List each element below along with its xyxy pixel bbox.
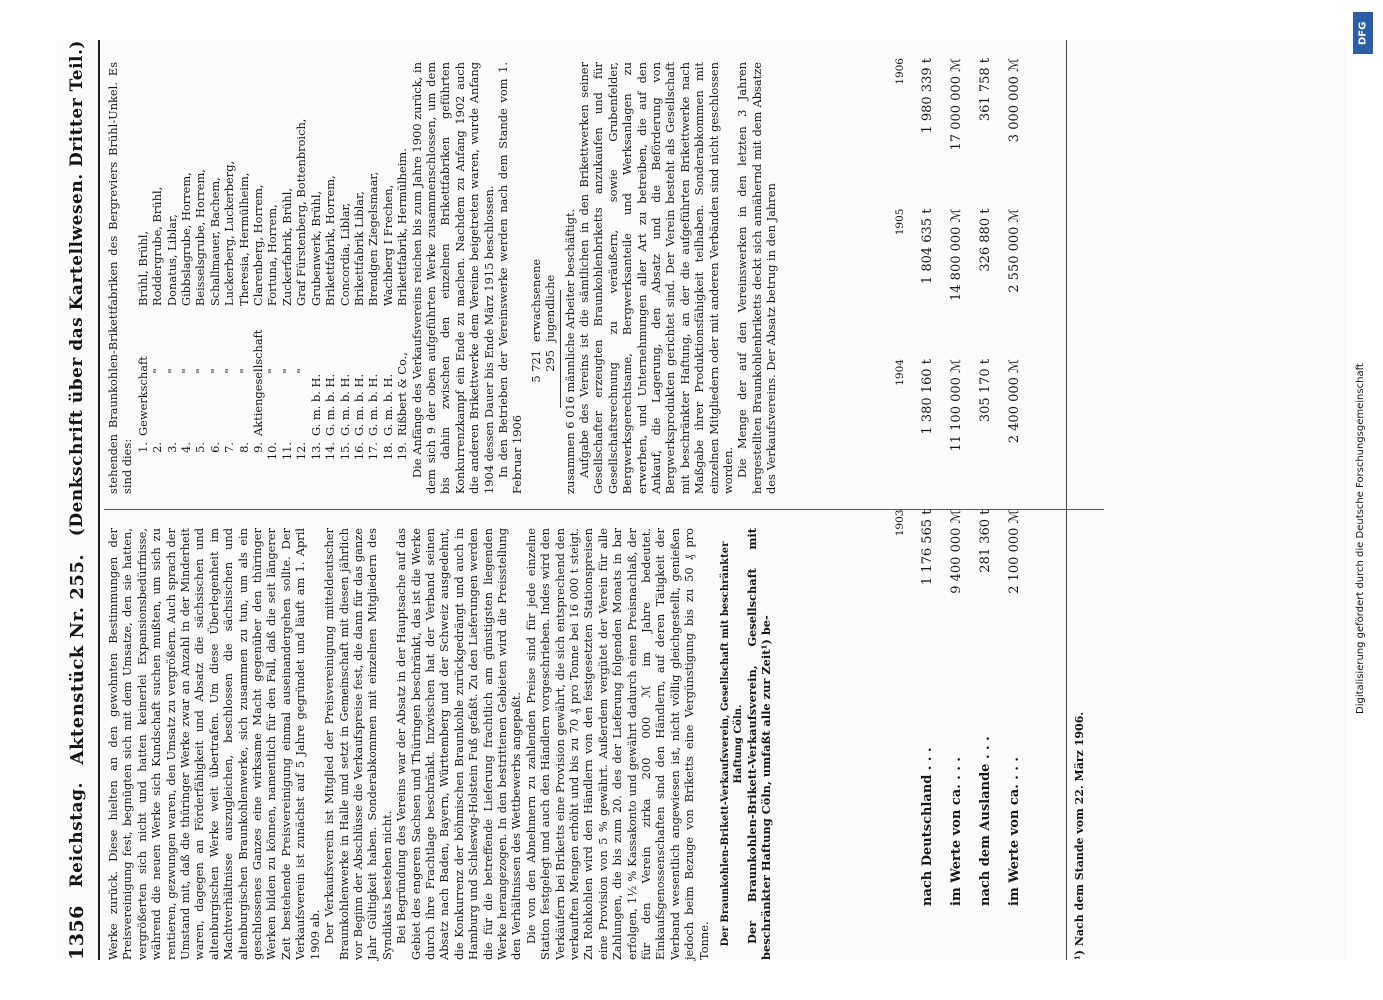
list-item: 12. " Graf Fürstenberg, Bottenbroich, xyxy=(294,118,309,461)
list-item: 7. " Luckerberg, Luckerberg, xyxy=(222,160,237,453)
table-row xyxy=(949,40,978,960)
list-item: 14. G. m. b. H. Brikettfabrik, Horrem, xyxy=(323,175,338,461)
year-header: 1903 xyxy=(894,509,906,537)
table-cell: 1 804 635 t xyxy=(920,208,935,285)
paragraph: stehenden Braunkohlen-Brikettfabriken des Bergreviers Brühl-Unkel. Es sind dies: xyxy=(106,62,135,494)
table-cell: 326 880 t xyxy=(978,208,993,272)
sum-rule xyxy=(560,290,561,408)
row-label: im Werte von ca. . . . xyxy=(949,757,964,906)
section-heading: Der Braunkohlen-Brikett-Verkaufsverein, Gesellschaft mit beschränkter Haftung Cöln. xyxy=(720,541,744,947)
table-cell: 2 550 000 ℳ xyxy=(1007,208,1022,293)
table-cell: 17 000 000 ℳ xyxy=(949,58,964,151)
table-row xyxy=(978,40,1007,960)
paragraph: Die Anfänge des Verkaufsvereins reichen bis zum Jahre 1900 zurück, in dem sich 9 der oben aufgeführten Werke zusammenschlossen, um dem bis dahin zwischen den einzelnen Brikettfabriken geführten Konkurrenzkampf ein Ende zu machen. Nachdem zu Anfang 1902 auch die anderen Brikettwerke dem Vereine beigetreten waren, wurde Anfang 1904 dessen Dauer bis Ende März 1915 beschlossen. xyxy=(409,62,496,494)
row-label: nach Deutschland . . . xyxy=(920,747,935,906)
table-cell: 281 360 t xyxy=(978,509,993,573)
list-item: 9. Aktiengesellschaft Clarenberg, Horrem, xyxy=(251,184,266,453)
paragraph: Der Braunkohlen-Brikett-Verkaufsverein, Gesellschaft mit beschränkter Haftung Cöln, umfaßt alle zur Zeit¹) be- xyxy=(745,528,774,960)
row-label: nach dem Auslande . . . xyxy=(978,736,993,906)
right-column xyxy=(106,62,779,494)
table-cell: 1 176 565 t xyxy=(920,509,935,586)
list-item: 11. " Zuckerfabrik, Brühl, xyxy=(279,188,294,461)
employees-total: zusammen 6 016 männliche Arbeiter beschäftigt. xyxy=(562,208,577,494)
list-item: 6. " Schallmauer, Bachem, xyxy=(207,177,222,453)
publication-title: Reichstag. xyxy=(67,782,87,888)
table-cell: 11 100 000 ℳ xyxy=(949,359,964,452)
paragraph: Bei Begründung des Vereins war der Absatz in der Hauptsache auf das Gebiet des engeren Sachsen und Thüringen beschränkt, das ist die Werke durch ihre Frachtlage beschränkt. Inzwischen hat der Verband seinen Absatz nach Baden, Bayern, Württemberg und der Schweiz ausgedehnt, die Konkurrenz der böhmischen Braunkohle zurückgedrängt und auch in Hamburg und Schleswig-Holstein Fuß gefaßt. Zu den Lieferungen werden die für die betreffende Lieferung frachtlich am günstigsten liegenden Werke herangezogen. In den bestrittenen Gebieten wird die Preisstellung den Verhältnissen des Wettbewerbs angepaßt. xyxy=(394,528,524,960)
list-item: 10. " Fortuna, Horrem, xyxy=(265,204,280,461)
year-header: 1906 xyxy=(894,58,906,85)
paragraph: Aufgabe des Vereins ist die sämtlichen in den Brikettwerken seiner Gesellschafter erzeugten Braunkohlenbriketts anzukaufen und für Gesellschaftsrechnung zu veräußern, sowie Grubenfelder, Bergwerksgerechtsame, Bergwerksanteile und Werksanlagen zu erwerben, und Unternehmungen aller Art zu betreiben, die auf den Ankauf, die Lagerung, den Absatz und die Beförderung von Bergwerksprodukten gerichtet sind. Der Verein besteht als Gesellschaft mit beschränkter Haftung, an der die aufgeführten Brikettwerke nach Maßgabe ihrer Produktionsfähigkeit teilhaben. Sonderabkommen mit einzelnen Mitgliedern oder mit anderen Verbänden sind nicht geschlossen worden. xyxy=(577,62,736,494)
page-header xyxy=(56,40,100,960)
left-column xyxy=(106,528,774,960)
list-item: 18. G. m. b. H. Wachberg I Frechen, xyxy=(380,184,395,461)
sales-table xyxy=(894,40,1036,960)
list-item: 15. G. m. b. H. Concordia, Liblar, xyxy=(337,202,352,461)
paragraph: In den Betrieben der Vereinswerke werden nach dem Stande vom 1. Februar 1906 xyxy=(495,62,525,494)
table-row xyxy=(920,40,949,960)
table-cell: 361 758 t xyxy=(978,58,993,122)
list-item: 17. G. m. b. H. Brendgen Ziegelsmaar, xyxy=(366,171,381,461)
list-item: 13. G. m. b. H. Grubenwerk, Brühl, xyxy=(308,190,323,461)
works-list xyxy=(136,62,410,494)
footnote: ¹) Nach dem Stande vom 22. März 1906. xyxy=(1066,40,1086,960)
digitization-text: Digitalisierung gefördert durch die Deutsche Forschungsgemeinschaft xyxy=(1355,363,1366,714)
paragraph: Werke zurück. Diese hielten an den gewohnten Bestimmungen der Preisvereinigung fest, begnügten sich mit dem Umsatze, den sie hatten, vergrößerten sich nicht und hatten keinerlei Expansionsbedürfnisse, während die neuen Werke sich Kundschaft suchen mußten, um sich zu rentieren, gezwungen waren, den Umsatz zu vergrößern. Auch sprach der Umstand mit, daß die thüringer Werke zwar an Anzahl in der Minderheit waren, dagegen an Förderfähigkeit und Absatz die sächsischen und altenburgischen Werke weit übertrafen. Um diese Überlegenheit im Machtverhältnisse auszugleichen, beschlossen die sächsischen und altenburgischen Braunkohlenwerke, sich zusammen zu tun, um als ein geschlossenes Ganzes eine wirksame Macht gegenüber den thüringer Werken bilden zu können, namentlich für den Fall, daß die seit längerer Zeit bestehende Preisvereinigung einmal auseinandergehen sollte. Der Verkaufsverein ist zunächst auf 5 Jahre gegründet und läuft am 1. April 1909 ab. xyxy=(106,528,322,960)
list-item: 8. " Theresia, Hermülheim, xyxy=(236,172,251,453)
document-number: Aktenstück Nr. 255. xyxy=(66,553,88,765)
list-item: 1. Gewerkschaft Brühl, Brühl, xyxy=(135,230,150,453)
table-cell: 9 400 000 ℳ xyxy=(949,509,964,594)
list-item: 5. " Beisselsgrube, Horrem, xyxy=(193,169,208,453)
table-row xyxy=(1007,40,1036,960)
table-cell: 1 380 160 t xyxy=(920,359,935,435)
employee-count: 5 721 xyxy=(528,350,543,383)
year-header: 1905 xyxy=(894,208,906,236)
list-item: 2. " Roddergrube, Brühl, xyxy=(150,186,165,453)
employee-count: 295 xyxy=(543,350,558,372)
table-cell: 1 980 339 t xyxy=(920,58,935,134)
list-item: 3. " Donatus, Liblar, xyxy=(164,214,179,453)
year-header: 1904 xyxy=(894,359,906,386)
paragraph: Die von den Abnehmern zu zahlenden Preise sind für jede einzelne Station festgelegt und auch den Händlern vorgeschrieben. Indes wird den Verkäufern bei Briketts eine Provision gewährt, die sich entsprechend den verkauften Mengen erhöht und bis zu 70 ₰ pro Tonne bei 16 000 t steigt. Zu Rohkohlen wird den Händlern von den festgesetzten Stationspreisen eine Provision von 5 % gewährt. Außerdem vergütet der Verein für alle Zahlungen, die bis zum 20. des der Lieferung folgenden Monats in bar erfolgen, 1½ % Kassakonto und gewährt dadurch einen Preisnachlaß, der für den Verein zirka 200 000 ℳ im Jahre bedeutet. Einkaufsgenossenschaften sind den Händlern, auf deren Tätigkeit der Verband wesentlich angewiesen ist, nicht völlig gleichgestellt, genießen jedoch beim Bezuge von Briketts eine Vergünstigung bis zu 50 ₰ pro Tonne. xyxy=(523,528,711,960)
list-item: 16. G. m. b. H. Brikettfabrik Liblar, xyxy=(351,191,366,461)
employee-label: jugendliche xyxy=(543,274,558,342)
table-cell: 305 170 t xyxy=(978,359,993,423)
table-cell: 3 000 000 ℳ xyxy=(1007,58,1022,143)
table-cell: 2 100 000 ℳ xyxy=(1007,509,1022,594)
employee-counts xyxy=(529,62,561,408)
employee-label: erwachsenene xyxy=(528,258,543,342)
dfg-logo: DFG xyxy=(1353,12,1373,54)
list-item: 4. " Gibbslagrube, Horrem, xyxy=(179,172,194,453)
table-cell: 2 400 000 ℳ xyxy=(1007,359,1022,444)
digitization-credit xyxy=(1351,12,1375,712)
table-cell: 14 800 000 ℳ xyxy=(949,208,964,301)
page-number: 1356 xyxy=(66,905,88,960)
document-title: (Denkschrift über das Kartellwesen. Dritter Teil.) xyxy=(67,40,87,537)
list-item: 19. Rißbert & Co., Brikettfabrik, Hermülheim. xyxy=(395,148,410,461)
scanned-page xyxy=(56,40,1346,960)
table-header-empty xyxy=(894,631,920,960)
paragraph: Die Menge der auf den Vereinswerken in den letzten 3 Jahren hergestellten Braunkohlenbriketts deckt sich annähernd mit dem Absatze des Verkaufsvereins. Der Absatz betrug in den Jahren xyxy=(735,62,779,494)
row-label: im Werte von ca. . . . xyxy=(1007,757,1022,906)
paragraph: Der Verkaufsverein ist Mitglied der Preisvereinigung mitteldeutscher Braunkohlenwerke in Halle und setzt in Gemeinschaft mit diesen jährlich vor Beginn der Abschlüsse die Verkaufspreise fest, die dann für das ganze Jahr Gültigkeit haben. Sonderabkommen mit einzelnen Mitgliedern des Syndikats bestehen nicht. xyxy=(322,528,394,960)
